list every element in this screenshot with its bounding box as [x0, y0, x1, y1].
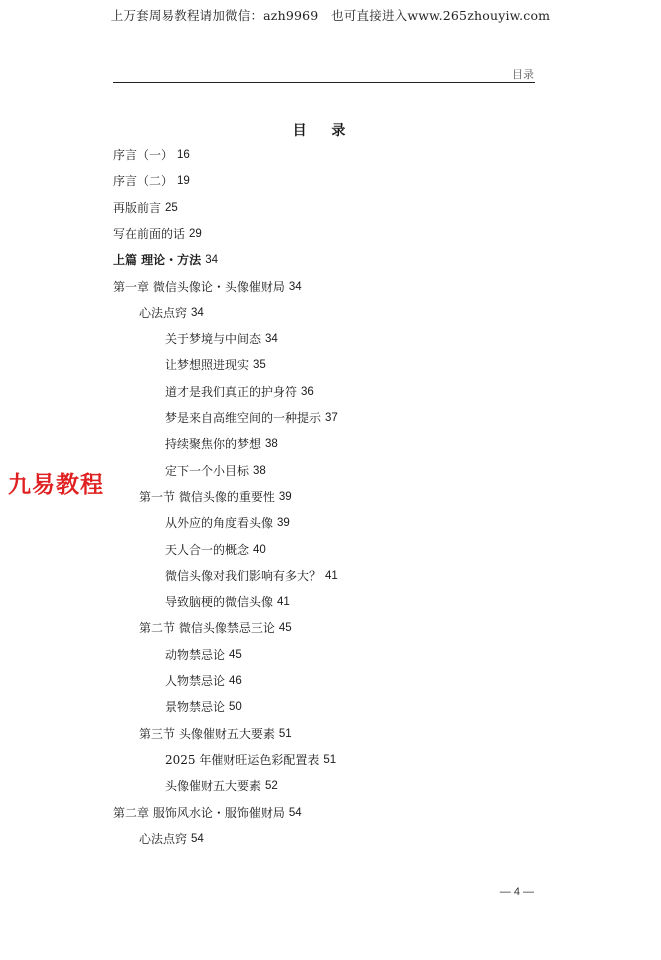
toc-entry-page: 50: [229, 701, 242, 714]
toc-entry-label: 让梦想照进现实: [165, 358, 250, 373]
toc-entry-page: 16: [177, 149, 190, 161]
toc-entry-page: 40: [253, 543, 266, 556]
toc-entry-page: 41: [325, 569, 338, 582]
toc-entry-label: 再版前言: [113, 200, 162, 215]
toc-entry-page: 52: [265, 780, 278, 793]
toc-entry-page: 35: [253, 359, 266, 372]
toc-entry-page: 51: [323, 753, 337, 766]
toc-entry-label: 写在前面的话: [113, 226, 186, 241]
toc-entry-label: 微信头像对我们影响有多大？: [165, 568, 322, 583]
toc-entry-label: 人物禁忌论: [165, 674, 226, 688]
toc-entry-page: 38: [253, 464, 266, 477]
toc-entry-label: 梦是来自高维空间的一种提示: [165, 411, 322, 425]
page-number: — 4 —: [499, 886, 534, 898]
toc-entry-label: 定下一个小目标: [165, 463, 250, 478]
toc-entry-label: 天人合一的概念: [165, 542, 250, 557]
toc-entry-page: 41: [277, 596, 290, 609]
toc-entry-label: 序言（一）: [113, 148, 174, 162]
toc-entry-label: 头像催财五大要素: [165, 779, 262, 794]
toc-entry-label: 心法点窍: [139, 305, 188, 320]
toc-entry-label: 道才是我们真正的护身符: [165, 384, 298, 399]
toc-entry-label: 关于梦境与中间态: [165, 332, 262, 347]
toc-entry-page: 34: [205, 254, 218, 267]
toc-entry-page: 45: [278, 622, 292, 635]
toc-entry-page: 46: [229, 675, 242, 687]
header-rule: [113, 82, 535, 83]
toc-title: 目 录: [292, 123, 356, 139]
toc-entry-page: 54: [191, 832, 204, 845]
toc-entry-label: 动物禁忌论: [165, 647, 226, 662]
toc-entry-label: 第三节 头像催财五大要素: [139, 726, 275, 741]
toc-entry-label: 从外应的角度看头像: [165, 516, 274, 531]
toc-entry-page: 54: [288, 806, 302, 819]
toc-entry-page: 39: [278, 490, 292, 503]
toc-entry-page: 25: [165, 201, 178, 214]
toc-entry-label: 持续聚焦你的梦想: [165, 437, 262, 452]
toc-entry-page: 39: [277, 517, 290, 530]
toc-entry-page: 51: [278, 727, 292, 740]
toc-entry-page: 34: [191, 306, 204, 319]
toc-entry-page: 29: [189, 227, 202, 240]
toc-entry-page: 19: [177, 175, 190, 188]
toc-entry-label: 景物禁忌论: [165, 700, 226, 715]
toc-entry-label: 第二节 微信头像禁忌三论: [139, 621, 275, 636]
toc-entry-page: 37: [325, 412, 338, 424]
toc-entry-label: 第一节 微信头像的重要性: [139, 489, 275, 504]
watermark-logo: 九易教程: [8, 472, 104, 498]
toc-entry-label: 2025 年催财旺运色彩配置表: [165, 752, 320, 767]
toc-entry-page: 45: [229, 648, 242, 661]
toc-entry-label: 第一章 微信头像论・头像催财局: [113, 279, 285, 294]
toc-entry-page: 38: [265, 438, 278, 451]
toc-entry-label: 导致脑梗的微信头像: [165, 595, 274, 610]
toc-entry-label: 第二章 服饰风水论・服饰催财局: [113, 805, 285, 820]
running-header: 目录: [512, 68, 534, 81]
toc-entry-label: 心法点窍: [139, 831, 188, 846]
toc-entry-page: 34: [288, 280, 302, 293]
top-banner: 上万套周易教程请加微信：azh9969 也可直接进入www.265zhouyiw.com: [110, 8, 551, 23]
toc-entry-label: 上篇 理论・方法: [113, 253, 202, 268]
toc-entry-label: 序言（二）: [113, 174, 174, 189]
toc-entry-page: 36: [301, 385, 314, 398]
toc-entry-page: 34: [265, 333, 278, 346]
